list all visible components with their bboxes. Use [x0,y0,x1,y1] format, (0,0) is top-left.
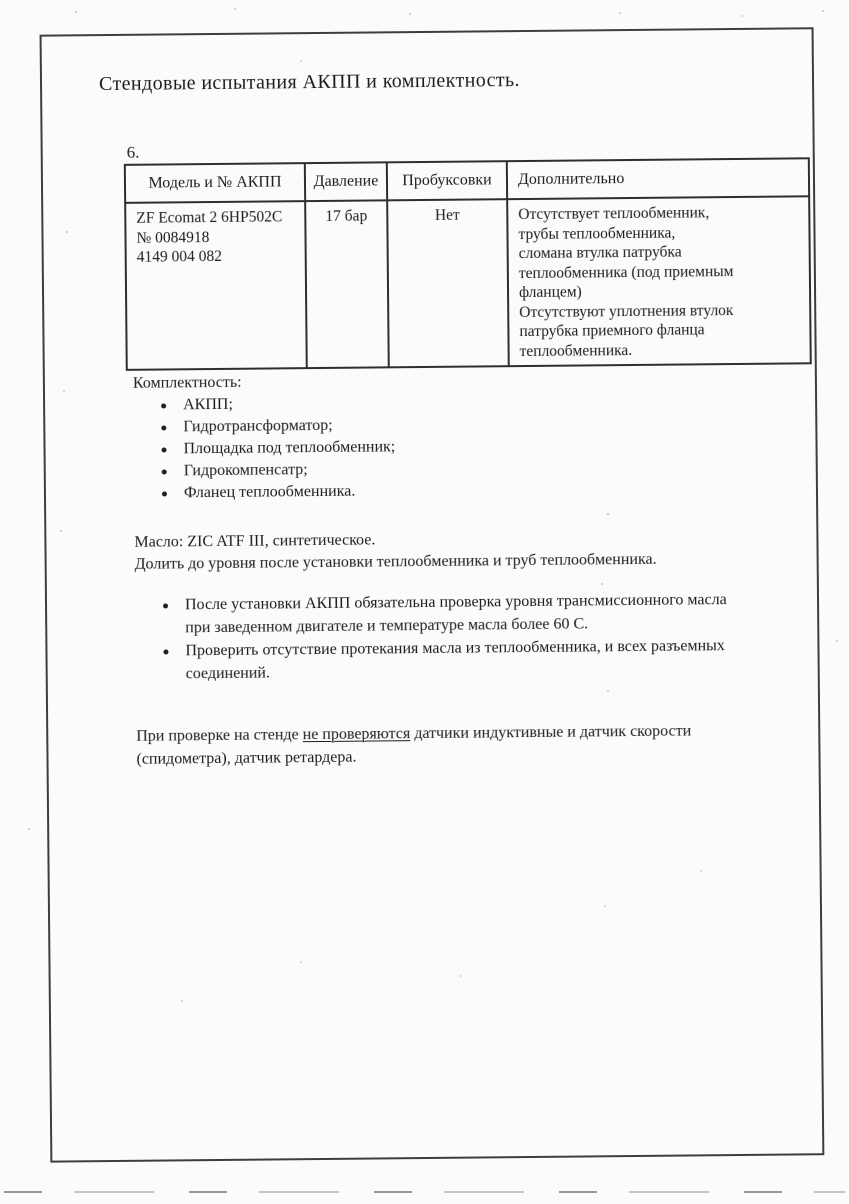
checks-list [163,588,804,686]
note-suffix: датчики индуктивные и датчик скорости (спидометра), датчик ретардера. [136,721,692,768]
cell-model: ZF Ecomat 2 6HP502C № 0084918 4149 004 082 [125,201,307,370]
bullet-dot [163,649,168,654]
page-title: Стендовые испытания АКПП и комплектность. [98,69,521,96]
list-item [161,436,395,460]
bullet-dot [162,491,167,496]
list-item-label: Проверить отсутствие протекания масла из теплообменника, и всех разъемных соединений. [185,637,725,682]
column-header-model: Модель и № АКПП [125,163,305,203]
list-item [162,458,396,482]
note-prefix: При проверке на стенде [136,725,303,745]
list-item-label: После установки АКПП обязательна проверка уровня трансмиссионного масла при заведенном двигателе и температуре масла более 60 С. [184,591,727,636]
completeness-label: Комплектность: [132,373,242,392]
section-number: 6. [126,142,140,162]
list-item-label: Гидротрансформатор; [183,416,333,436]
table-row [125,196,811,370]
list-item-label: Фланец теплообменника. [183,482,356,502]
note-underlined-phrase: не проверяются [302,724,411,743]
transmission-test-table [124,157,812,371]
list-item [163,588,803,639]
oil-info [134,527,656,576]
bullet-dot [163,603,168,608]
list-item [161,414,395,438]
column-header-additional: Дополнительно [507,158,809,199]
cell-slippage: Нет [387,199,509,367]
scan-edge-artifact [4,1191,845,1193]
list-item [162,480,396,504]
bullet-dot [162,469,167,474]
scan-noise-speckles [0,0,2,2]
cell-additional: Отсутствует теплообменник, трубы теплообменника, сломана втулка патрубка теплообменника (под приемным фланцем) Отсутствуют уплотнения втулок патрубка приемного фланца теплообменника. [507,196,811,366]
list-item-label: Площадка под теплообменник; [183,438,396,458]
oil-type-line: Масло: ZIC ATF III, синтетическое. [134,531,376,551]
column-header-pressure: Давление [305,162,387,201]
cell-pressure: 17 бар [305,200,389,368]
stand-check-note [136,694,792,771]
list-item-label: АКПП; [183,395,233,414]
list-item-label: Гидрокомпенсатр; [183,461,308,480]
completeness-list [161,392,396,504]
bullet-dot [161,425,166,430]
column-header-slippage: Пробуксовки [387,161,507,200]
bullet-dot [162,447,167,452]
list-item [163,634,803,685]
list-item [161,392,395,416]
oil-fill-line: Долить до уровня после установки теплообменника и труб теплообменника. [134,550,657,573]
table-header-row [125,158,809,203]
bullet-dot [161,403,166,408]
